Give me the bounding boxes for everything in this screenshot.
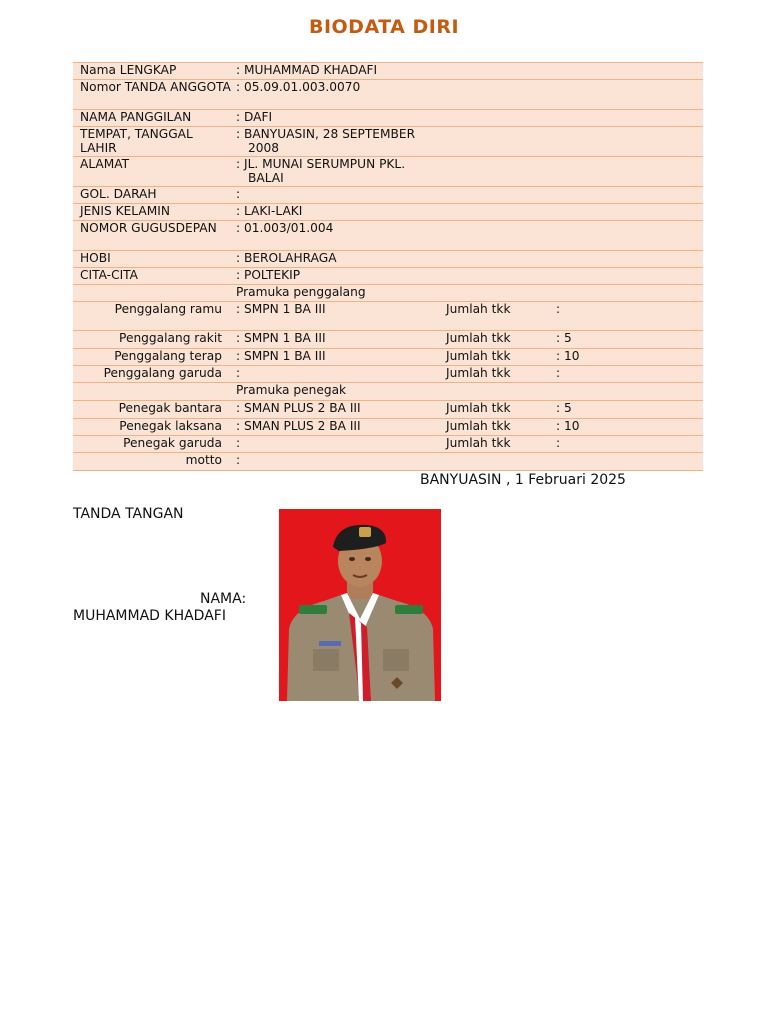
name-label: NAMA: [200,591,247,607]
table-row [73,453,703,471]
table-row [73,251,703,268]
row-value: : MUHAMMAD KHADAFI [232,63,703,80]
section-header-penegak [73,383,703,401]
table-row [73,268,703,285]
table-row [73,63,703,80]
tkk-label: Jumlah tkk [442,366,552,383]
tkk-value: : 5 [552,331,703,349]
row-value: : BEROLAHRAGA [232,251,703,268]
place-date: BANYUASIN , 1 Februari 2025 [420,472,626,488]
tkk-label: Jumlah tkk [442,349,552,366]
row-label: NAMA PANGGILAN [73,110,232,127]
row-value: : [232,366,442,383]
table-row [73,127,703,157]
row-value: : SMPN 1 BA III [232,331,442,349]
row-label: NOMOR GUGUSDEPAN [73,221,232,251]
page-title: BIODATA DIRI [308,16,460,38]
table-row [73,80,703,110]
name-value: MUHAMMAD KHADAFI [73,608,226,624]
tkk-value: : 10 [552,349,703,366]
tkk-label: Jumlah tkk [442,419,552,436]
row-label: ALAMAT [73,157,232,187]
row-value: : SMPN 1 BA III [232,302,442,331]
tkk-label: Jumlah tkk [442,436,552,453]
row-label: motto [73,453,232,471]
row-label: Nomor TANDA ANGGOTA [73,80,232,110]
signature-label: TANDA TANGAN [73,506,184,522]
row-value: : SMAN PLUS 2 BA III [232,419,442,436]
row-value: : [232,453,703,471]
row-label: Penggalang garuda [73,366,232,383]
row-label: Penggalang terap [73,349,232,366]
row-label: Nama LENGKAP [73,63,232,80]
row-value: : SMPN 1 BA III [232,349,442,366]
row-value: : LAKI-LAKI [232,204,703,221]
table-row [73,204,703,221]
birth-value: : BANYUASIN, 28 SEPTEMBER 2008 [236,127,416,155]
row-value: : [232,187,703,204]
tkk-value: : [552,366,703,383]
address-value: : JL. MUNAI SERUMPUN PKL. BALAI [236,157,406,185]
table-row [73,331,703,349]
table-row [73,221,703,251]
row-value: : [232,436,442,453]
row-value: : DAFI [232,110,703,127]
row-value: : SMAN PLUS 2 BA III [232,401,442,419]
table-row [73,436,703,453]
tkk-label: Jumlah tkk [442,331,552,349]
row-label: Penegak garuda [73,436,232,453]
table-row [73,302,703,331]
row-label: Penggalang ramu [73,302,232,331]
table-row [73,110,703,127]
row-label: GOL. DARAH [73,187,232,204]
table-row [73,187,703,204]
row-label: Penegak laksana [73,419,232,436]
tkk-value: : 10 [552,419,703,436]
table-row [73,349,703,366]
table-row [73,366,703,383]
row-label: CITA-CITA [73,268,232,285]
row-value: : POLTEKIP [232,268,703,285]
table-row [73,419,703,436]
portrait-icon [279,509,441,701]
row-value [232,127,442,157]
tkk-value: : 5 [552,401,703,419]
scout-portrait-photo [279,509,441,701]
row-label: TEMPAT, TANGGAL LAHIR [73,127,232,157]
row-label: Penegak bantara [73,401,232,419]
row-label: JENIS KELAMIN [73,204,232,221]
row-value: : 01.003/01.004 [232,221,703,251]
section-title: Pramuka penegak [232,383,703,401]
row-value: : 05.09.01.003.0070 [232,80,703,110]
table-row [73,401,703,419]
row-value [232,157,442,187]
table-row [73,157,703,187]
tkk-value: : [552,436,703,453]
tkk-value: : [552,302,703,331]
tkk-label: Jumlah tkk [442,302,552,331]
tkk-label: Jumlah tkk [442,401,552,419]
row-label: Penggalang rakit [73,331,232,349]
biodata-table [73,62,703,471]
section-header-penggalang [73,285,703,302]
section-title: Pramuka penggalang [232,285,703,302]
row-label: HOBI [73,251,232,268]
